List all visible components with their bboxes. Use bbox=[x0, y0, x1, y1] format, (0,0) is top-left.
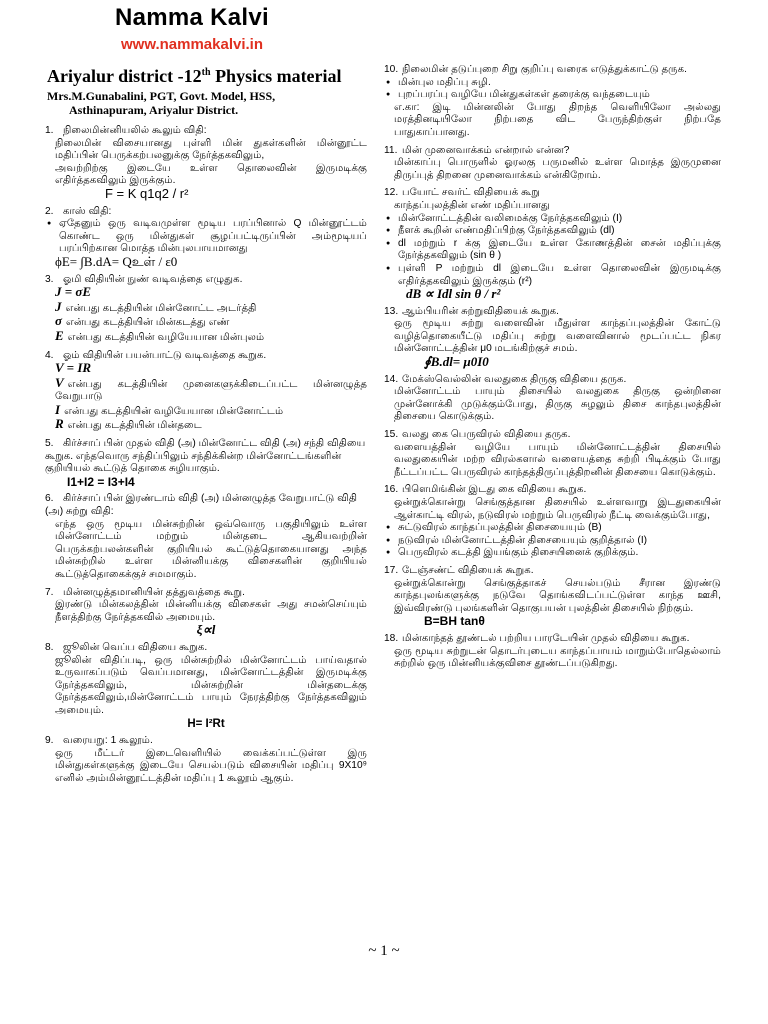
bullet-text: ● சுட்டுவிரல் காந்தப்புலத்தின் திசையையும் (B) bbox=[384, 522, 721, 535]
question-text: நிலைமின் தடுப்புறை சிறு குறிப்பு வரைக எடுத்துக்காட்டு தருக. bbox=[402, 64, 687, 75]
question-number: 5. bbox=[45, 438, 54, 450]
question-number: 12. bbox=[384, 187, 399, 199]
question-text: நிலைமின்னியலில் கூலும் விதி: bbox=[63, 125, 207, 136]
answer-text: நிலைமின் விசையானது புள்ளி மின் துகள்களின் மின்னூட்ட மதிப்பின் பெருக்கற்பலனுக்கு நேர்த்தகவிலும், bbox=[55, 137, 367, 162]
question-number: 13. bbox=[384, 305, 399, 317]
question-6 bbox=[45, 493, 367, 581]
question-text: வலது கை பெருவிரல் விதியை தருக. bbox=[402, 429, 571, 441]
bullet-text: ● புள்ளி P மற்றும் dl இடையே உள்ள தொலைவின் இருமடிக்கு எதிர்த்தகவிலும் இருக்கும் (r²) bbox=[384, 263, 721, 288]
right-column bbox=[384, 64, 721, 676]
question-text: மின்னழுத்தமானியின் தத்துவத்தை கூறு. bbox=[63, 586, 245, 598]
question-number: 14. bbox=[384, 373, 399, 385]
title-sup: th bbox=[201, 67, 211, 78]
question-number: 4. bbox=[45, 349, 54, 361]
variable-desc: என்பது கடத்தியின் மின்னோட்ட அடர்த்தி bbox=[65, 302, 257, 314]
answer-text: மின்னோட்டம் பாயும் திசையில் வலதுகை திருகு ஒன்றினை முன்னோக்கி முடுக்கும்போது, திருகு சுழலும் திசை காந்தபுலத்தின் திசையை கொடுக்கும். bbox=[394, 386, 721, 423]
question-number: 6. bbox=[45, 493, 54, 505]
question-13 bbox=[384, 306, 721, 369]
question-18 bbox=[384, 633, 721, 671]
question-text: மின் முனைவாக்கம் என்றால் என்ன? bbox=[402, 144, 570, 156]
answer-text: காந்தப்புலத்தின் எண் மதிப்பானது bbox=[394, 199, 550, 211]
question-number: 3. bbox=[45, 273, 54, 285]
answer-text: இரண்டு மின்கலத்தின் மின்னியக்கு விசைகள் அது சமன்செய்யும் நீளத்திற்கு நேர்த்தகவில் அமையும். bbox=[55, 599, 367, 623]
bullet-text: ● dl மற்றும் r க்கு இடையே உள்ள கோணத்தின் சைன் மதிப்புக்கு நேர்த்தகவிலும் (sin θ ) bbox=[384, 238, 721, 263]
question-number: 1. bbox=[45, 125, 54, 136]
question-number: 11. bbox=[384, 144, 398, 156]
question-17 bbox=[384, 565, 721, 628]
question-number: 18. bbox=[384, 632, 399, 644]
formula: B=BH tanθ bbox=[424, 614, 485, 629]
question-text: ஓமி விதியின் நுண் வடிவத்தை எழுதுக. bbox=[63, 273, 243, 285]
question-number: 8. bbox=[45, 641, 54, 653]
question-1 bbox=[45, 125, 367, 201]
variable: E bbox=[55, 327, 64, 343]
question-number: 15. bbox=[384, 429, 399, 441]
question-number: 16. bbox=[384, 484, 399, 496]
page-number: ~ 1 ~ bbox=[368, 943, 400, 959]
bullet-text: ● ஏதேனும் ஒரு வடிவமுள்ள மூடிய பரப்பினால் Q மின்னூட்டம் கொண்ட ஒரு மின்துகள் சூழப்பட்டிருப்பின் அம்மூடியப் பரப்பிற்கான மொத்த மின்புலபாயமானது bbox=[45, 218, 367, 256]
question-text: மேக்ஸ்வெல்லின் வலதுகை திருகு விதியை தருக. bbox=[402, 373, 627, 385]
answer-text: அவற்றிற்கு இடையே உள்ள தொலைவின் இருமடிக்கு எதிர்த்தகவிலும் இருக்கும். bbox=[55, 162, 367, 187]
variable: R bbox=[55, 416, 64, 432]
bullet-text: ● மின்னோட்டத்தின் வலிமைக்கு நேர்த்தகவிலும் (I) bbox=[384, 213, 721, 226]
answer-text: ஒரு மூடிய சுற்று வளைவின் மீதுள்ள காந்தப்புலத்தின் கோட்டு வழித்தொகையீட்டு மதிப்பு சுற்று வளைவினால் மூடப்பட்ட நிகர மின்னோட்டத்தின் μ0 மடங்கிற்குச் சமம். bbox=[394, 318, 721, 355]
brand-header bbox=[0, 0, 384, 53]
author-block bbox=[47, 89, 275, 117]
bullet-text: ● மின்புல மதிப்பு சுழி. bbox=[384, 77, 721, 90]
bullet-text: ● நீளக் கூறின் எண்மதிப்பிற்கு நேர்த்தகவிலும் (dl) bbox=[384, 225, 721, 238]
answer-text: ஒரு மூடிய சுற்றுடன் தொடர்புடைய காந்தப்பாயம் மாறும்போதெல்லாம் சுற்றில் ஒரு மின்னியக்குவிசை தூண்டப்படுகிறது. bbox=[394, 645, 721, 670]
bullet-text: ● நடுவிரல் மின்னோட்டத்தின் திசையையும் குறித்தால் (I) bbox=[384, 535, 721, 548]
bullet-text: ● புறப்பரப்பு வழியே மின்துகள்கள் தரைக்கு வந்தடையும் bbox=[384, 89, 721, 102]
variable-desc: என்பது கடத்தியின் வழியேயான மின்புலம் bbox=[67, 331, 265, 343]
question-text: டேஞ்சண்ட் விதியைக் கூறுக. bbox=[402, 564, 534, 576]
bullet-text: ● பெருவிரல் கடத்தி இயங்கும் திசையினைக் குறிக்கும். bbox=[384, 547, 721, 560]
answer-text: ஒன்றுக்கொன்று செங்குத்தான திசையில் உள்ளவாறு இடதுகையின் ஆள்காட்டி விரல், நடுவிரல் மற்றும் பெருவிரல் நீட்டி வைக்கும்போது, bbox=[394, 497, 721, 521]
question-14 bbox=[384, 374, 721, 424]
question-text: பிளெமிங்கின் இடது கை விதியை கூறுக. bbox=[402, 484, 587, 496]
variable: I bbox=[55, 401, 61, 417]
left-column bbox=[45, 125, 367, 791]
question-5 bbox=[45, 438, 367, 488]
question-number: 7. bbox=[45, 586, 54, 598]
question-16 bbox=[384, 484, 721, 560]
question-text: மின்காந்தத் தூண்டல் பற்றிய பாரடேயின் முதல் விதியை கூறுக. bbox=[402, 632, 690, 644]
variable: σ bbox=[55, 313, 63, 329]
author-line-2: Asthinapuram, Ariyalur District. bbox=[69, 103, 239, 117]
title-rest: Physics material bbox=[210, 66, 342, 86]
title-main: Ariyalur district -12 bbox=[47, 66, 202, 86]
answer-text: வளையத்தின் வழியே பாயும் மின்னோட்டத்தின் திசையில் வலதுகையின் மற்ற விரல்களால் வளையத்தை சுற்றி பிடிக்கும் போது நீட்டப்பட்ட பெருவிரல் காந்தத்திருப்புத்திறனின் திசையை கொடுக்கும். bbox=[394, 441, 721, 478]
formula: V = IR bbox=[55, 360, 92, 376]
question-number: 10. bbox=[384, 64, 399, 75]
variable-desc: என்பது கடத்தியின் முனைகளுக்கிடைப்பட்ட மின்னழுத்த வேறுபாடு bbox=[55, 378, 367, 403]
variable-desc: என்பது கடத்தியின் மின்தடை bbox=[67, 420, 202, 432]
question-text: காஸ் விதி: bbox=[63, 205, 112, 217]
question-15 bbox=[384, 429, 721, 479]
answer-text: மின்காப்பு பொருளில் ஓரலகு பருமனில் உள்ள மொத்த இருமுனை திருப்புத் திறனை முனைவாக்கம் என்கிறோம். bbox=[394, 157, 721, 181]
question-9 bbox=[45, 735, 367, 785]
answer-text: ஒரு மீட்டர் இடைவெளியில் வைக்கப்பட்டுள்ள இரு மின்துகள்களுக்கு இடையே செயல்படும் விசையின் மதிப்பு 9X10⁹ எனில் அம்மின்னூட்டத்தின் மதிப்பு 1 கூலூம் ஆகும். bbox=[55, 747, 367, 784]
question-2 bbox=[45, 206, 367, 269]
variable-desc: என்பது கடத்தியின் வழியேயான மின்னோட்டம் bbox=[64, 405, 284, 417]
question-text: ஆம்பியரின் சுற்றுவிதியைக் கூறுக. bbox=[402, 305, 559, 317]
author-line-1: Mrs.M.Gunabalini, PGT, Govt. Model, HSS, bbox=[47, 89, 276, 103]
formula: ∮B.dl= μ0I0 bbox=[424, 354, 489, 370]
answer-text: எ.கா: இடி மின்னலின் போது திறந்த வெளியிலோ அல்லது மரத்தினடியிலோ நிற்பதை விட பேருந்திற்குள் நிற்பதே பாதுகாப்பானது. bbox=[394, 101, 721, 138]
question-11 bbox=[384, 145, 721, 183]
question-4 bbox=[45, 350, 367, 434]
question-text: கிர்ச்சாப் பின் இரண்டாம் விதி (அ) மின்னழுத்த வேறுபாட்டு விதி (அ) சுற்று விதி: bbox=[45, 493, 358, 518]
formula: I1+I2 = I3+I4 bbox=[67, 474, 135, 489]
variable: J bbox=[55, 298, 62, 314]
question-number: 9. bbox=[45, 735, 54, 747]
question-12 bbox=[384, 187, 721, 300]
variable-desc: என்பது கடத்தியின் மின்கடத்து எண் bbox=[66, 317, 230, 329]
variable: V bbox=[55, 374, 64, 390]
formula: J = σE bbox=[55, 284, 92, 300]
question-text: பயோட் சவர்ட் விதியைக் கூறு bbox=[402, 187, 540, 199]
question-number: 2. bbox=[45, 205, 54, 217]
answer-text: ஒன்றுக்கொன்று செங்குத்தாகச் செயல்படும் சீரான இரண்டு காந்தபுலங்களுக்கு நடுவே தொங்கவிடப்பட்டுள்ள காந்த ஊசி, இவ்விரண்டு புலங்களின் தொகுபயன் புலத்தின் திசையில் நிற்கும். bbox=[394, 577, 721, 614]
question-text: ஜூலின் வெப்ப விதியை கூறுக. bbox=[63, 641, 208, 653]
question-10 bbox=[384, 64, 721, 140]
brand-title: Namma Kalvi bbox=[114, 4, 270, 31]
question-3 bbox=[45, 274, 367, 345]
question-number: 17. bbox=[384, 564, 399, 576]
question-text: ஓம் விதியின் பயன்பாட்டு வடிவத்தை கூறுக. bbox=[63, 349, 267, 361]
formula: dB ∝ Idl sin θ / r² bbox=[406, 286, 501, 302]
question-text: கிர்ச்சாப் பின் முதல் விதி (அ) மின்னோட்ட விதி (அ) சந்தி விதியை கூறுக. எந்தவொரு சந்திப்பிலும் சந்திக்கின்ற மின்னோட்டங்களின் குறியியல் கூட்டுத் தொகை சுழியாகும். bbox=[45, 438, 366, 475]
formula: H= I²Rt bbox=[187, 717, 225, 730]
answer-text: எந்த ஒரு மூடிய மின்சுற்றின் ஒவ்வொரு பகுதியிலும் உள்ள மின்னோட்டம் மற்றும் மின்தடை ஆகியவற்றின் பெருக்கற்பலன்களின் குறியியல் கூட்டுத்தொகையானது அந்த மின்சுற்றில் உள்ள மின்னியக்கு விசைகளின் குறியியல் கூட்டுத்தொகைக்குச் சமமாகும். bbox=[55, 518, 367, 580]
question-text: வரையறு: 1 கூலூம். bbox=[63, 735, 153, 747]
brand-url[interactable]: www.nammakalvi.in bbox=[121, 36, 263, 53]
question-8 bbox=[45, 642, 367, 730]
formula: ϕE= ∫B.dA= Qஉள் / ε0 bbox=[55, 253, 178, 269]
formula: ξ∝l bbox=[196, 622, 216, 638]
answer-text: ஜூலின் விதிப்படி, ஒரு மின்சுற்றில் மின்னோட்டம் பாய்வதால் உருவாகப்படும் வெப்பமானது, மின்னோட்டத்தின் இருமடிக்கு நேர்த்தகவிலும், மின்சுற்றின் மின்தடைக்கு நேர்த்தகவிலும்,மின்னோட்டம் பாயும் நேரத்திற்கு நேர்த்தகவிலும் அமையும். bbox=[55, 654, 367, 716]
question-7 bbox=[45, 587, 367, 637]
document-title bbox=[47, 66, 342, 87]
formula: F = K q1q2 / r² bbox=[105, 185, 189, 201]
